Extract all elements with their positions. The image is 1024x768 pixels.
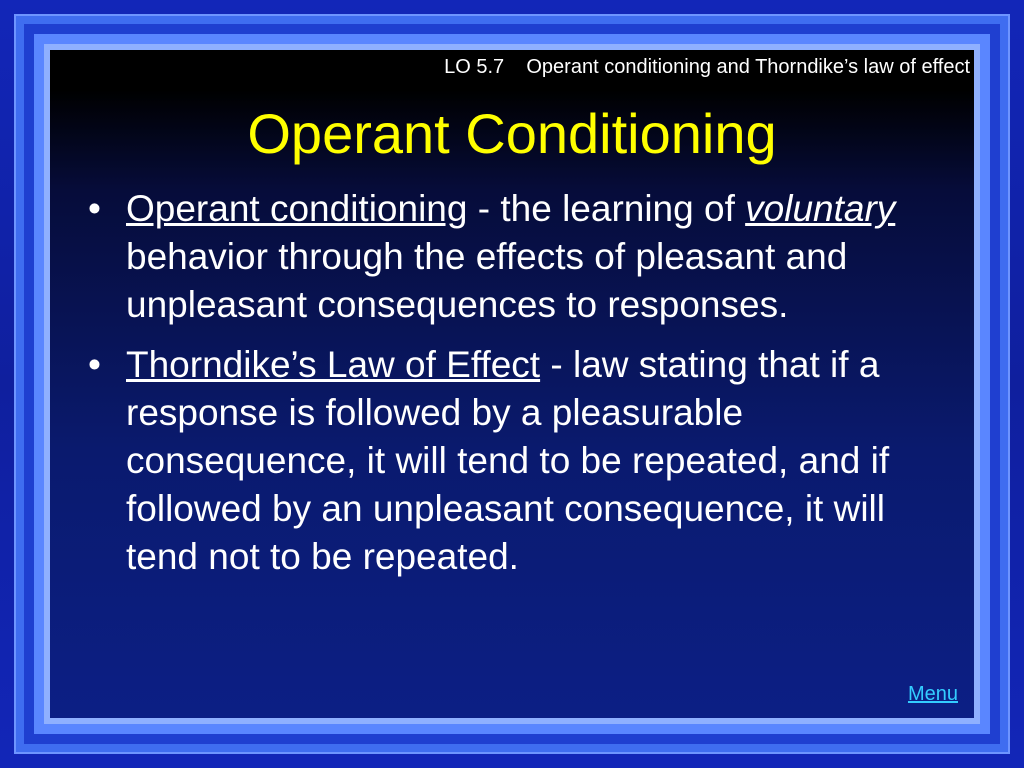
learning-objective-header bbox=[444, 56, 970, 79]
bullet-item-operant-conditioning bbox=[86, 185, 946, 329]
emphasis-voluntary: voluntary bbox=[745, 188, 896, 229]
definition-text: - the learning of bbox=[467, 188, 746, 229]
lo-code: LO 5.7 bbox=[444, 56, 505, 78]
bullet-marker: • bbox=[88, 344, 101, 385]
lo-text: Operant conditioning and Thorndike’s law of effect bbox=[526, 56, 970, 78]
term-law-of-effect: Thorndike’s Law of Effect bbox=[126, 344, 541, 385]
definition-text: behavior through the effects of pleasant and unpleasant consequences to responses. bbox=[126, 236, 848, 325]
slide-content bbox=[50, 50, 974, 718]
term-operant-conditioning: Operant conditioning bbox=[126, 188, 468, 229]
slide-title: Operant Conditioning bbox=[247, 102, 777, 165]
bullet-list bbox=[86, 185, 946, 593]
menu-link[interactable]: Menu bbox=[907, 683, 958, 705]
definition-text: - law stating that if a response is followed by a pleasurable consequence, it will tend to be repeated, and if followed by an unpleasant consequence, it will tend not to be repeated. bbox=[126, 344, 890, 577]
bullet-marker: • bbox=[88, 188, 101, 229]
bullet-item-law-of-effect bbox=[86, 341, 946, 581]
